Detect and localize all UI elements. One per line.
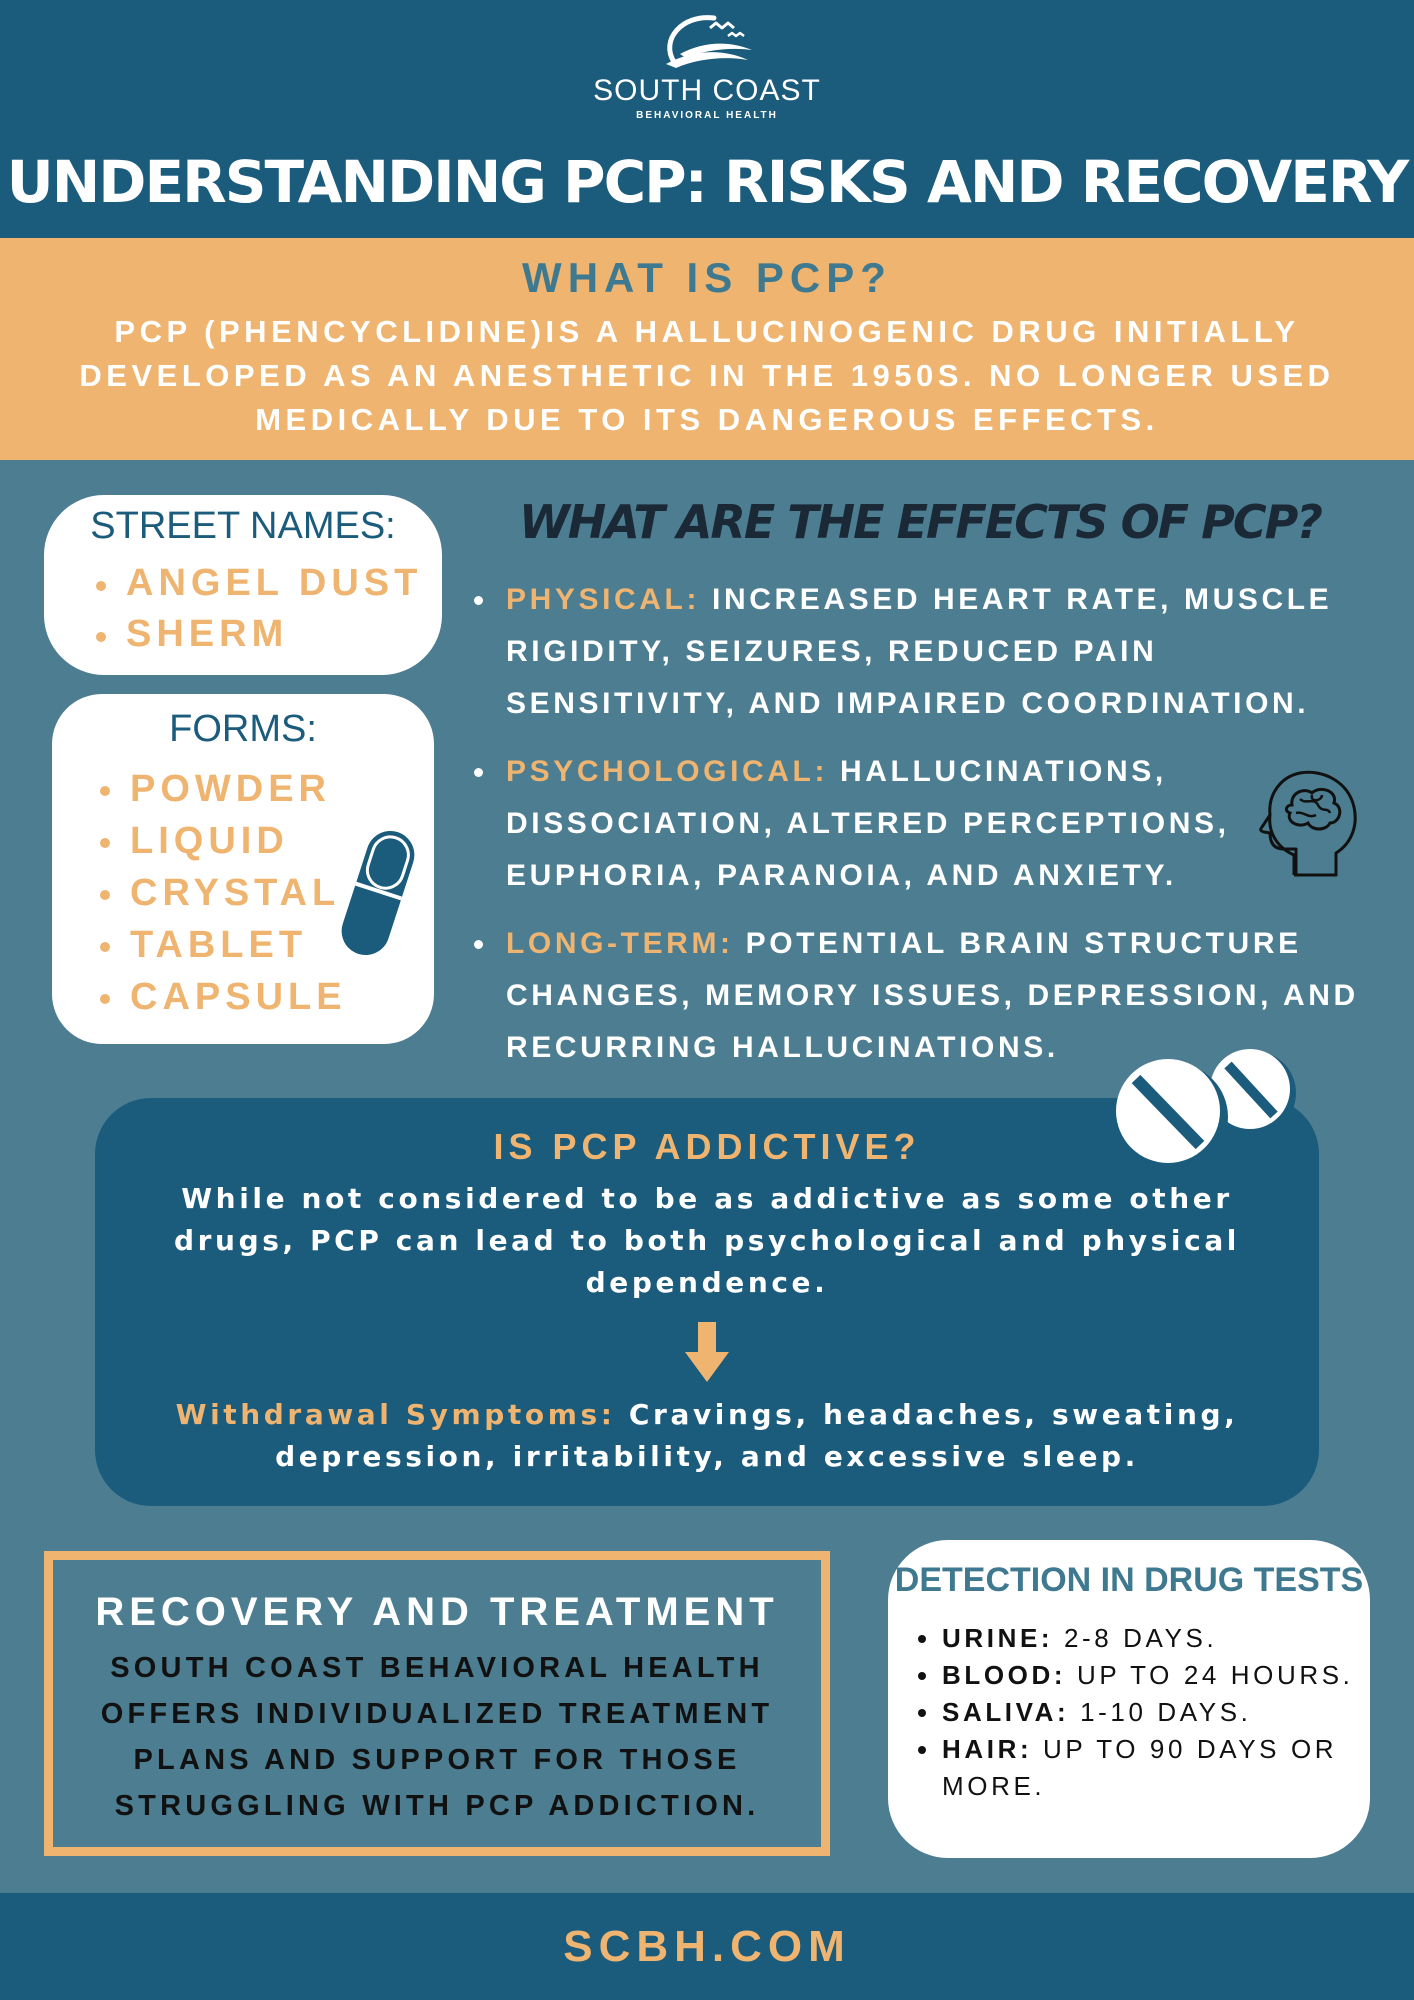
list-item: CRYSTAL <box>92 867 434 919</box>
arrow-down-icon <box>685 1322 729 1382</box>
list-item: LIQUID <box>92 815 434 867</box>
detection-card <box>888 1540 1370 1858</box>
street-names-list <box>88 558 442 660</box>
head-brain-icon <box>1256 765 1360 881</box>
brand-subtitle: BEHAVIORAL HEALTH <box>636 110 778 121</box>
effect-label: PHYSICAL: <box>506 583 701 616</box>
page-title: UNDERSTANDING PCP: RISKS AND RECOVERY <box>6 148 1408 216</box>
recovery-box <box>44 1551 830 1856</box>
detection-label: HAIR: <box>942 1734 1033 1764</box>
forms-title: FORMS: <box>169 708 317 750</box>
list-item <box>912 1731 1370 1805</box>
effect-label: LONG-TERM: <box>506 927 734 960</box>
detection-label: SALIVA: <box>942 1697 1070 1727</box>
withdrawal-text: Cravings, headaches, sweating, depression, irritability, and excessive sleep. <box>275 1398 1239 1473</box>
effect-label: PSYCHOLOGICAL: <box>506 755 829 788</box>
effect-text: POTENTIAL BRAIN STRUCTURE CHANGES, MEMORY ISSUES, DEPRESSION, AND RECURRING HALLUCINATIONS. <box>506 927 1359 1064</box>
brand-name: SOUTH COAST <box>593 74 821 107</box>
brand-logo <box>0 10 1414 121</box>
street-names-card <box>44 495 442 675</box>
effects-title: WHAT ARE THE EFFECTS OF PCP? <box>519 495 1321 549</box>
recovery-text: SOUTH COAST BEHAVIORAL HEALTH OFFERS INDIVIDUALIZED TREATMENT PLANS AND SUPPORT FOR THOSE STRUGGLING WITH PCP ADDICTION. <box>100 1652 774 1822</box>
withdrawal-symptoms <box>95 1394 1319 1478</box>
effect-text: HALLUCINATIONS, DISSOCIATION, ALTERED PERCEPTIONS, EUPHORIA, PARANOIA, AND ANXIETY. <box>506 755 1230 892</box>
detection-label: BLOOD: <box>942 1660 1067 1690</box>
detection-list <box>912 1620 1370 1805</box>
list-item: TABLET <box>92 919 434 971</box>
detection-value: 2-8 DAYS. <box>1063 1623 1218 1653</box>
detection-value: UP TO 90 DAYS OR MORE. <box>942 1734 1338 1801</box>
website-link[interactable]: SCBH.COM <box>563 1922 851 1971</box>
recovery-heading: RECOVERY AND TREATMENT <box>95 1590 779 1634</box>
effects-list <box>470 574 1370 1090</box>
wave-birds-logo-icon <box>652 10 762 72</box>
what-is-pcp-text: PCP (PHENCYCLIDINE)IS A HALLUCINOGENIC DRUG INITIALLY DEVELOPED AS AN ANESTHETIC IN THE 1950S. NO LONGER USED MEDICALLY DUE TO ITS DANGEROUS EFFECTS. <box>79 314 1335 437</box>
effect-physical <box>470 574 1370 730</box>
what-is-pcp-section <box>0 238 1414 460</box>
what-is-pcp-heading: WHAT IS PCP? <box>522 254 892 301</box>
withdrawal-label: Withdrawal Symptoms: <box>175 1398 616 1431</box>
list-item <box>912 1657 1370 1694</box>
list-item: CAPSULE <box>92 971 434 1023</box>
footer <box>0 1893 1414 2000</box>
list-item: POWDER <box>92 763 434 815</box>
pills-icon <box>1110 1045 1306 1173</box>
list-item <box>912 1694 1370 1731</box>
effect-psychological <box>470 746 1370 902</box>
list-item <box>912 1620 1370 1657</box>
street-names-title: STREET NAMES: <box>90 505 396 547</box>
list-item: ANGEL DUST <box>88 558 442 609</box>
detection-title: DETECTION IN DRUG TESTS <box>894 1561 1364 1599</box>
addictive-text: While not considered to be as addictive as some other drugs, PCP can lead to both psychological and physical dependence. <box>173 1182 1241 1299</box>
detection-label: URINE: <box>942 1623 1054 1653</box>
header <box>0 0 1414 238</box>
addictive-heading: IS PCP ADDICTIVE? <box>493 1126 921 1167</box>
detection-value: UP TO 24 HOURS. <box>1076 1660 1354 1690</box>
detection-value: 1-10 DAYS. <box>1080 1697 1252 1727</box>
capsule-icon <box>336 825 420 961</box>
effect-text: INCREASED HEART RATE, MUSCLE RIGIDITY, SEIZURES, REDUCED PAIN SENSITIVITY, AND IMPAIRED COORDINATION. <box>506 583 1333 720</box>
list-item: SHERM <box>88 609 442 660</box>
